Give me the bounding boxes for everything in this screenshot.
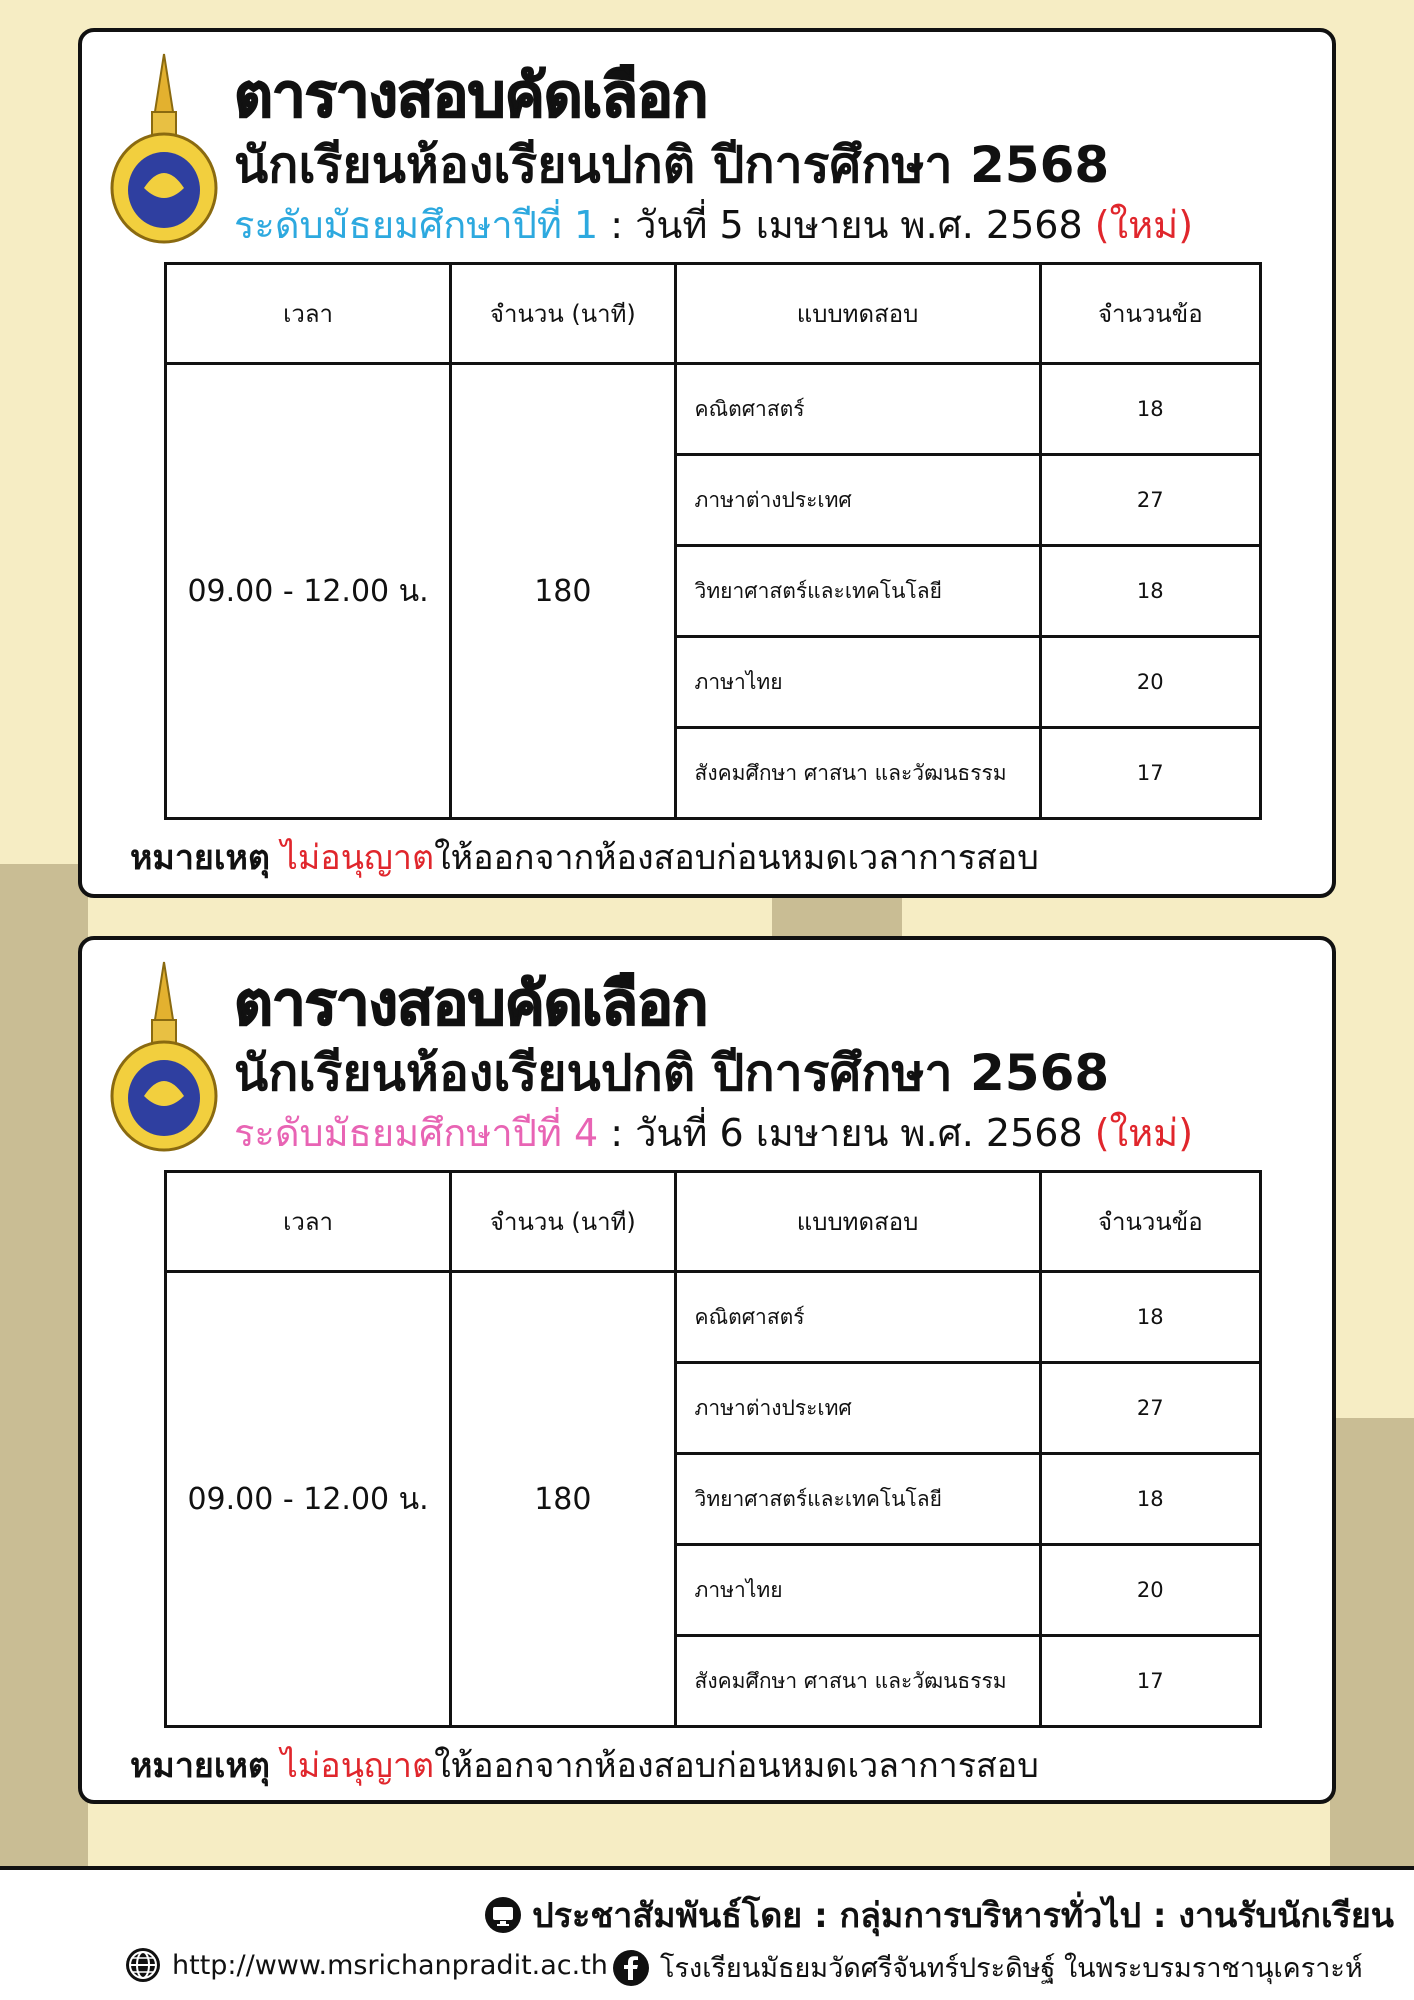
note-text: ให้ออกจากห้องสอบก่อนหมดเวลาการสอบ	[434, 838, 1039, 878]
header-count: จำนวนข้อ	[1040, 264, 1260, 364]
exam-subtitle: นักเรียนห้องเรียนปกติ ปีการศึกษา 2568	[234, 136, 1110, 194]
subject-name: คณิตศาสตร์	[675, 1272, 1040, 1363]
level-label: ระดับมัธยมศึกษาปีที่ 1	[234, 203, 599, 247]
table-header-row	[166, 1172, 1261, 1272]
exam-level-line	[234, 194, 1193, 255]
exam-minutes: 180	[451, 1272, 675, 1727]
note-text: ให้ออกจากห้องสอบก่อนหมดเวลาการสอบ	[434, 1746, 1039, 1786]
subject-name: ภาษาต่างประเทศ	[675, 455, 1040, 546]
school-emblem	[108, 48, 220, 244]
question-count: 18	[1040, 1272, 1260, 1363]
header-minutes: จำนวน (นาที)	[451, 1172, 675, 1272]
table-header-row	[166, 264, 1261, 364]
note-label: หมายเหตุ	[130, 838, 270, 878]
school-emblem	[108, 956, 220, 1152]
footer-website[interactable]	[124, 1946, 608, 1984]
footer-pr-text: ประชาสัมพันธ์โดย : กลุ่มการบริหารทั่วไป : งานรับนักเรียน	[532, 1896, 1394, 1936]
exam-note	[130, 830, 1039, 884]
question-count: 18	[1040, 364, 1260, 455]
subject-name: สังคมศึกษา ศาสนา และวัฒนธรรม	[675, 728, 1040, 819]
exam-card-m4	[78, 936, 1336, 1804]
exam-note	[130, 1738, 1039, 1792]
subject-name: วิทยาศาสตร์และเทคโนโลยี	[675, 1454, 1040, 1545]
footer-facebook[interactable]	[612, 1946, 1363, 1989]
exam-subtitle: นักเรียนห้องเรียนปกติ ปีการศึกษา 2568	[234, 1044, 1110, 1102]
note-label: หมายเหตุ	[130, 1746, 270, 1786]
question-count: 18	[1040, 546, 1260, 637]
exam-date: : วันที่ 6 เมษายน พ.ศ. 2568	[598, 1111, 1095, 1155]
website-link[interactable]: http://www.msrichanpradit.ac.th	[172, 1949, 608, 1981]
background-block-left	[0, 864, 88, 1874]
exam-card-m1	[78, 28, 1336, 898]
note-warning: ไม่อนุญาต	[269, 1746, 435, 1786]
exam-schedule-table	[164, 262, 1262, 820]
exam-title: ตารางสอบคัดเลือก	[234, 969, 708, 1039]
header-minutes: จำนวน (นาที)	[451, 264, 675, 364]
question-count: 20	[1040, 1545, 1260, 1636]
header-test: แบบทดสอบ	[675, 1172, 1040, 1272]
exam-time: 09.00 - 12.00 น.	[166, 364, 451, 819]
header-test: แบบทดสอบ	[675, 264, 1040, 364]
level-label: ระดับมัธยมศึกษาปีที่ 4	[234, 1111, 599, 1155]
exam-level-line	[234, 1102, 1193, 1163]
subject-name: ภาษาต่างประเทศ	[675, 1363, 1040, 1454]
new-tag: (ใหม่)	[1094, 203, 1194, 247]
question-count: 18	[1040, 1454, 1260, 1545]
background-block-right	[1330, 1418, 1414, 1878]
exam-date: : วันที่ 5 เมษายน พ.ศ. 2568	[598, 203, 1095, 247]
table-row	[166, 1272, 1261, 1363]
question-count: 20	[1040, 637, 1260, 728]
facebook-page-name[interactable]: โรงเรียนมัธยมวัดศรีจันทร์ประดิษฐ์ ในพระบรมราชานุเคราะห์	[660, 1953, 1363, 1984]
subject-name: ภาษาไทย	[675, 637, 1040, 728]
question-count: 27	[1040, 455, 1260, 546]
table-row	[166, 364, 1261, 455]
subject-name: วิทยาศาสตร์และเทคโนโลยี	[675, 546, 1040, 637]
exam-schedule-table	[164, 1170, 1262, 1728]
subject-name: สังคมศึกษา ศาสนา และวัฒนธรรม	[675, 1636, 1040, 1727]
question-count: 27	[1040, 1363, 1260, 1454]
exam-time: 09.00 - 12.00 น.	[166, 1272, 451, 1727]
note-warning: ไม่อนุญาต	[269, 838, 435, 878]
subject-name: คณิตศาสตร์	[675, 364, 1040, 455]
facebook-icon	[612, 1949, 650, 1987]
question-count: 17	[1040, 1636, 1260, 1727]
exam-title: ตารางสอบคัดเลือก	[234, 61, 708, 131]
subject-name: ภาษาไทย	[675, 1545, 1040, 1636]
globe-icon	[124, 1946, 162, 1984]
new-tag: (ใหม่)	[1094, 1111, 1194, 1155]
monitor-icon	[484, 1896, 522, 1934]
header-time: เวลา	[166, 1172, 451, 1272]
question-count: 17	[1040, 728, 1260, 819]
exam-minutes: 180	[451, 364, 675, 819]
header-time: เวลา	[166, 264, 451, 364]
header-count: จำนวนข้อ	[1040, 1172, 1260, 1272]
footer-pr	[484, 1888, 1394, 1942]
